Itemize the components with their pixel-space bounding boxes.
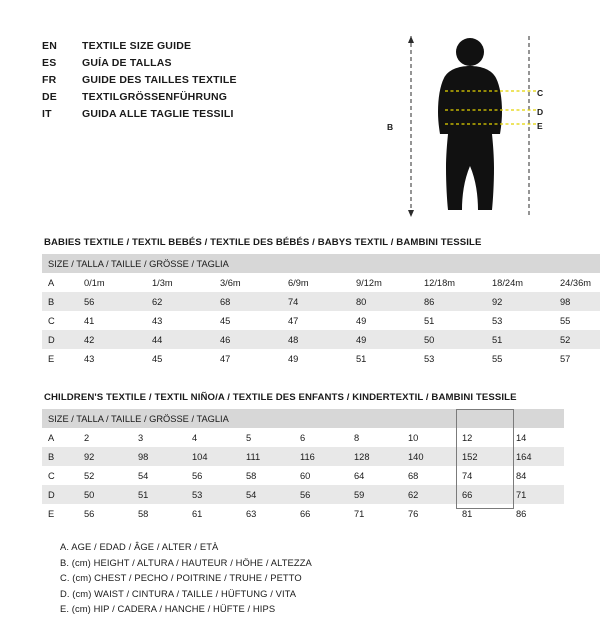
cell: 46 [214,330,282,349]
language-code: FR [42,74,57,86]
cell: 0/1m [78,273,146,292]
cell: 98 [132,447,186,466]
cell: 62 [402,485,456,504]
cell: 92 [78,447,132,466]
language-row-en [42,38,372,55]
cell: 14 [510,428,564,447]
cell: 58 [240,466,294,485]
cell: 9/12m [350,273,418,292]
cell: 43 [146,311,214,330]
cell: 68 [214,292,282,311]
language-code: EN [42,40,57,52]
table-row [42,447,564,466]
cell: 63 [240,504,294,523]
table-row [42,292,600,311]
table-row [42,330,600,349]
language-title: TEXTILE SIZE GUIDE [82,40,192,52]
cell: 56 [78,504,132,523]
cell: 81 [456,504,510,523]
cell: 58 [132,504,186,523]
cell: 47 [282,311,350,330]
cell: 86 [418,292,486,311]
cell: 66 [294,504,348,523]
cell: 152 [456,447,510,466]
table-row [42,466,564,485]
language-title: GUIDA ALLE TAGLIE TESSILI [82,108,234,120]
language-row-es [42,55,372,72]
cell: 57 [554,349,600,368]
children-header-label: SIZE / TALLA / TAILLE / GRÖSSE / TAGLIA [42,409,564,428]
table-row [42,428,564,447]
cell: 60 [294,466,348,485]
cell: 92 [486,292,554,311]
children-size-table [42,409,564,523]
babies-header-label: SIZE / TALLA / TAILLE / GRÖSSE / TAGLIA [42,254,600,273]
cell: 12/18m [418,273,486,292]
table-row [42,273,600,292]
babies-section-title: BABIES TEXTILE / TEXTIL BEBÉS / TEXTILE DES BÉBÉS / BABYS TEXTIL / BAMBINI TESSILE [44,237,482,248]
child-silhouette-icon [387,34,552,219]
row-label: B [42,292,78,311]
cell: 52 [78,466,132,485]
cell: 6/9m [282,273,350,292]
cell: 51 [418,311,486,330]
figure-label-d: D [537,107,544,117]
cell: 49 [282,349,350,368]
cell: 71 [510,485,564,504]
legend-item-d: D. (cm) WAIST / CINTURA / TAILLE / HÜFTUNG / VITA [60,587,297,599]
cell: 56 [186,466,240,485]
cell: 12 [456,428,510,447]
cell: 74 [282,292,350,311]
cell: 44 [146,330,214,349]
cell: 51 [486,330,554,349]
cell: 71 [348,504,402,523]
cell: 49 [350,330,418,349]
row-label: A [42,273,78,292]
cell: 74 [456,466,510,485]
cell: 76 [402,504,456,523]
cell: 56 [294,485,348,504]
row-label: A [42,428,78,447]
measurement-figure [387,34,552,219]
row-label: D [42,330,78,349]
cell: 41 [78,311,146,330]
cell: 51 [350,349,418,368]
cell: 61 [186,504,240,523]
cell: 64 [348,466,402,485]
cell: 4 [186,428,240,447]
cell: 45 [146,349,214,368]
language-row-it [42,106,372,123]
cell: 8 [348,428,402,447]
children-section-title: CHILDREN'S TEXTILE / TEXTIL NIÑO/A / TEXTILE DES ENFANTS / KINDERTEXTIL / BAMBINI TESSILE [44,392,517,403]
cell: 55 [486,349,554,368]
children-table-wrap [42,409,558,523]
cell: 3/6m [214,273,282,292]
table-row [42,485,564,504]
cell: 43 [78,349,146,368]
language-title: GUÍA DE TALLAS [82,57,172,69]
row-label: E [42,349,78,368]
babies-header-row [42,254,600,273]
cell: 54 [132,466,186,485]
cell: 66 [456,485,510,504]
table-row [42,311,600,330]
cell: 51 [132,485,186,504]
babies-size-table [42,254,600,368]
cell: 68 [402,466,456,485]
cell: 111 [240,447,294,466]
cell: 164 [510,447,564,466]
cell: 62 [146,292,214,311]
cell: 5 [240,428,294,447]
language-title-list [42,38,372,123]
cell: 55 [554,311,600,330]
language-title: GUIDE DES TAILLES TEXTILE [82,74,237,86]
cell: 18/24m [486,273,554,292]
legend-item-e: E. (cm) HIP / CADERA / HANCHE / HÜFTE / HIPS [60,603,276,614]
row-label: E [42,504,78,523]
language-code: ES [42,57,57,69]
cell: 3 [132,428,186,447]
cell: 49 [350,311,418,330]
cell: 128 [348,447,402,466]
cell: 84 [510,466,564,485]
cell: 52 [554,330,600,349]
row-label: D [42,485,78,504]
cell: 104 [186,447,240,466]
language-row-de [42,89,372,106]
cell: 116 [294,447,348,466]
header [42,38,558,219]
cell: 140 [402,447,456,466]
cell: 45 [214,311,282,330]
row-label: C [42,311,78,330]
figure-label-c: C [537,88,544,98]
cell: 47 [214,349,282,368]
cell: 54 [240,485,294,504]
cell: 98 [554,292,600,311]
language-code: DE [42,91,57,103]
cell: 53 [186,485,240,504]
figure-label-b: B [387,122,394,132]
figure-label-e: E [537,121,543,131]
children-header-row [42,409,564,428]
legend-item-b: B. (cm) HEIGHT / ALTURA / HAUTEUR / HÖHE / ALTEZZA [60,556,312,568]
cell: 86 [510,504,564,523]
cell: 48 [282,330,350,349]
cell: 10 [402,428,456,447]
legend-item-c: C. (cm) CHEST / PECHO / POITRINE / TRUHE / PETTO [60,572,302,583]
cell: 53 [486,311,554,330]
table-row [42,504,564,523]
legend-item-a: A. AGE / EDAD / ÂGE / ALTER / ETÀ [60,541,219,552]
row-label: C [42,466,78,485]
table-row [42,349,600,368]
cell: 80 [350,292,418,311]
language-title: TEXTILGRÖSSENFÜHRUNG [82,91,228,103]
language-code: IT [42,108,52,120]
cell: 50 [78,485,132,504]
cell: 24/36m [554,273,600,292]
cell: 2 [78,428,132,447]
cell: 53 [418,349,486,368]
cell: 1/3m [146,273,214,292]
cell: 56 [78,292,146,311]
language-row-fr [42,72,372,89]
cell: 6 [294,428,348,447]
cell: 59 [348,485,402,504]
cell: 50 [418,330,486,349]
legend [60,539,558,617]
row-label: B [42,447,78,466]
cell: 42 [78,330,146,349]
